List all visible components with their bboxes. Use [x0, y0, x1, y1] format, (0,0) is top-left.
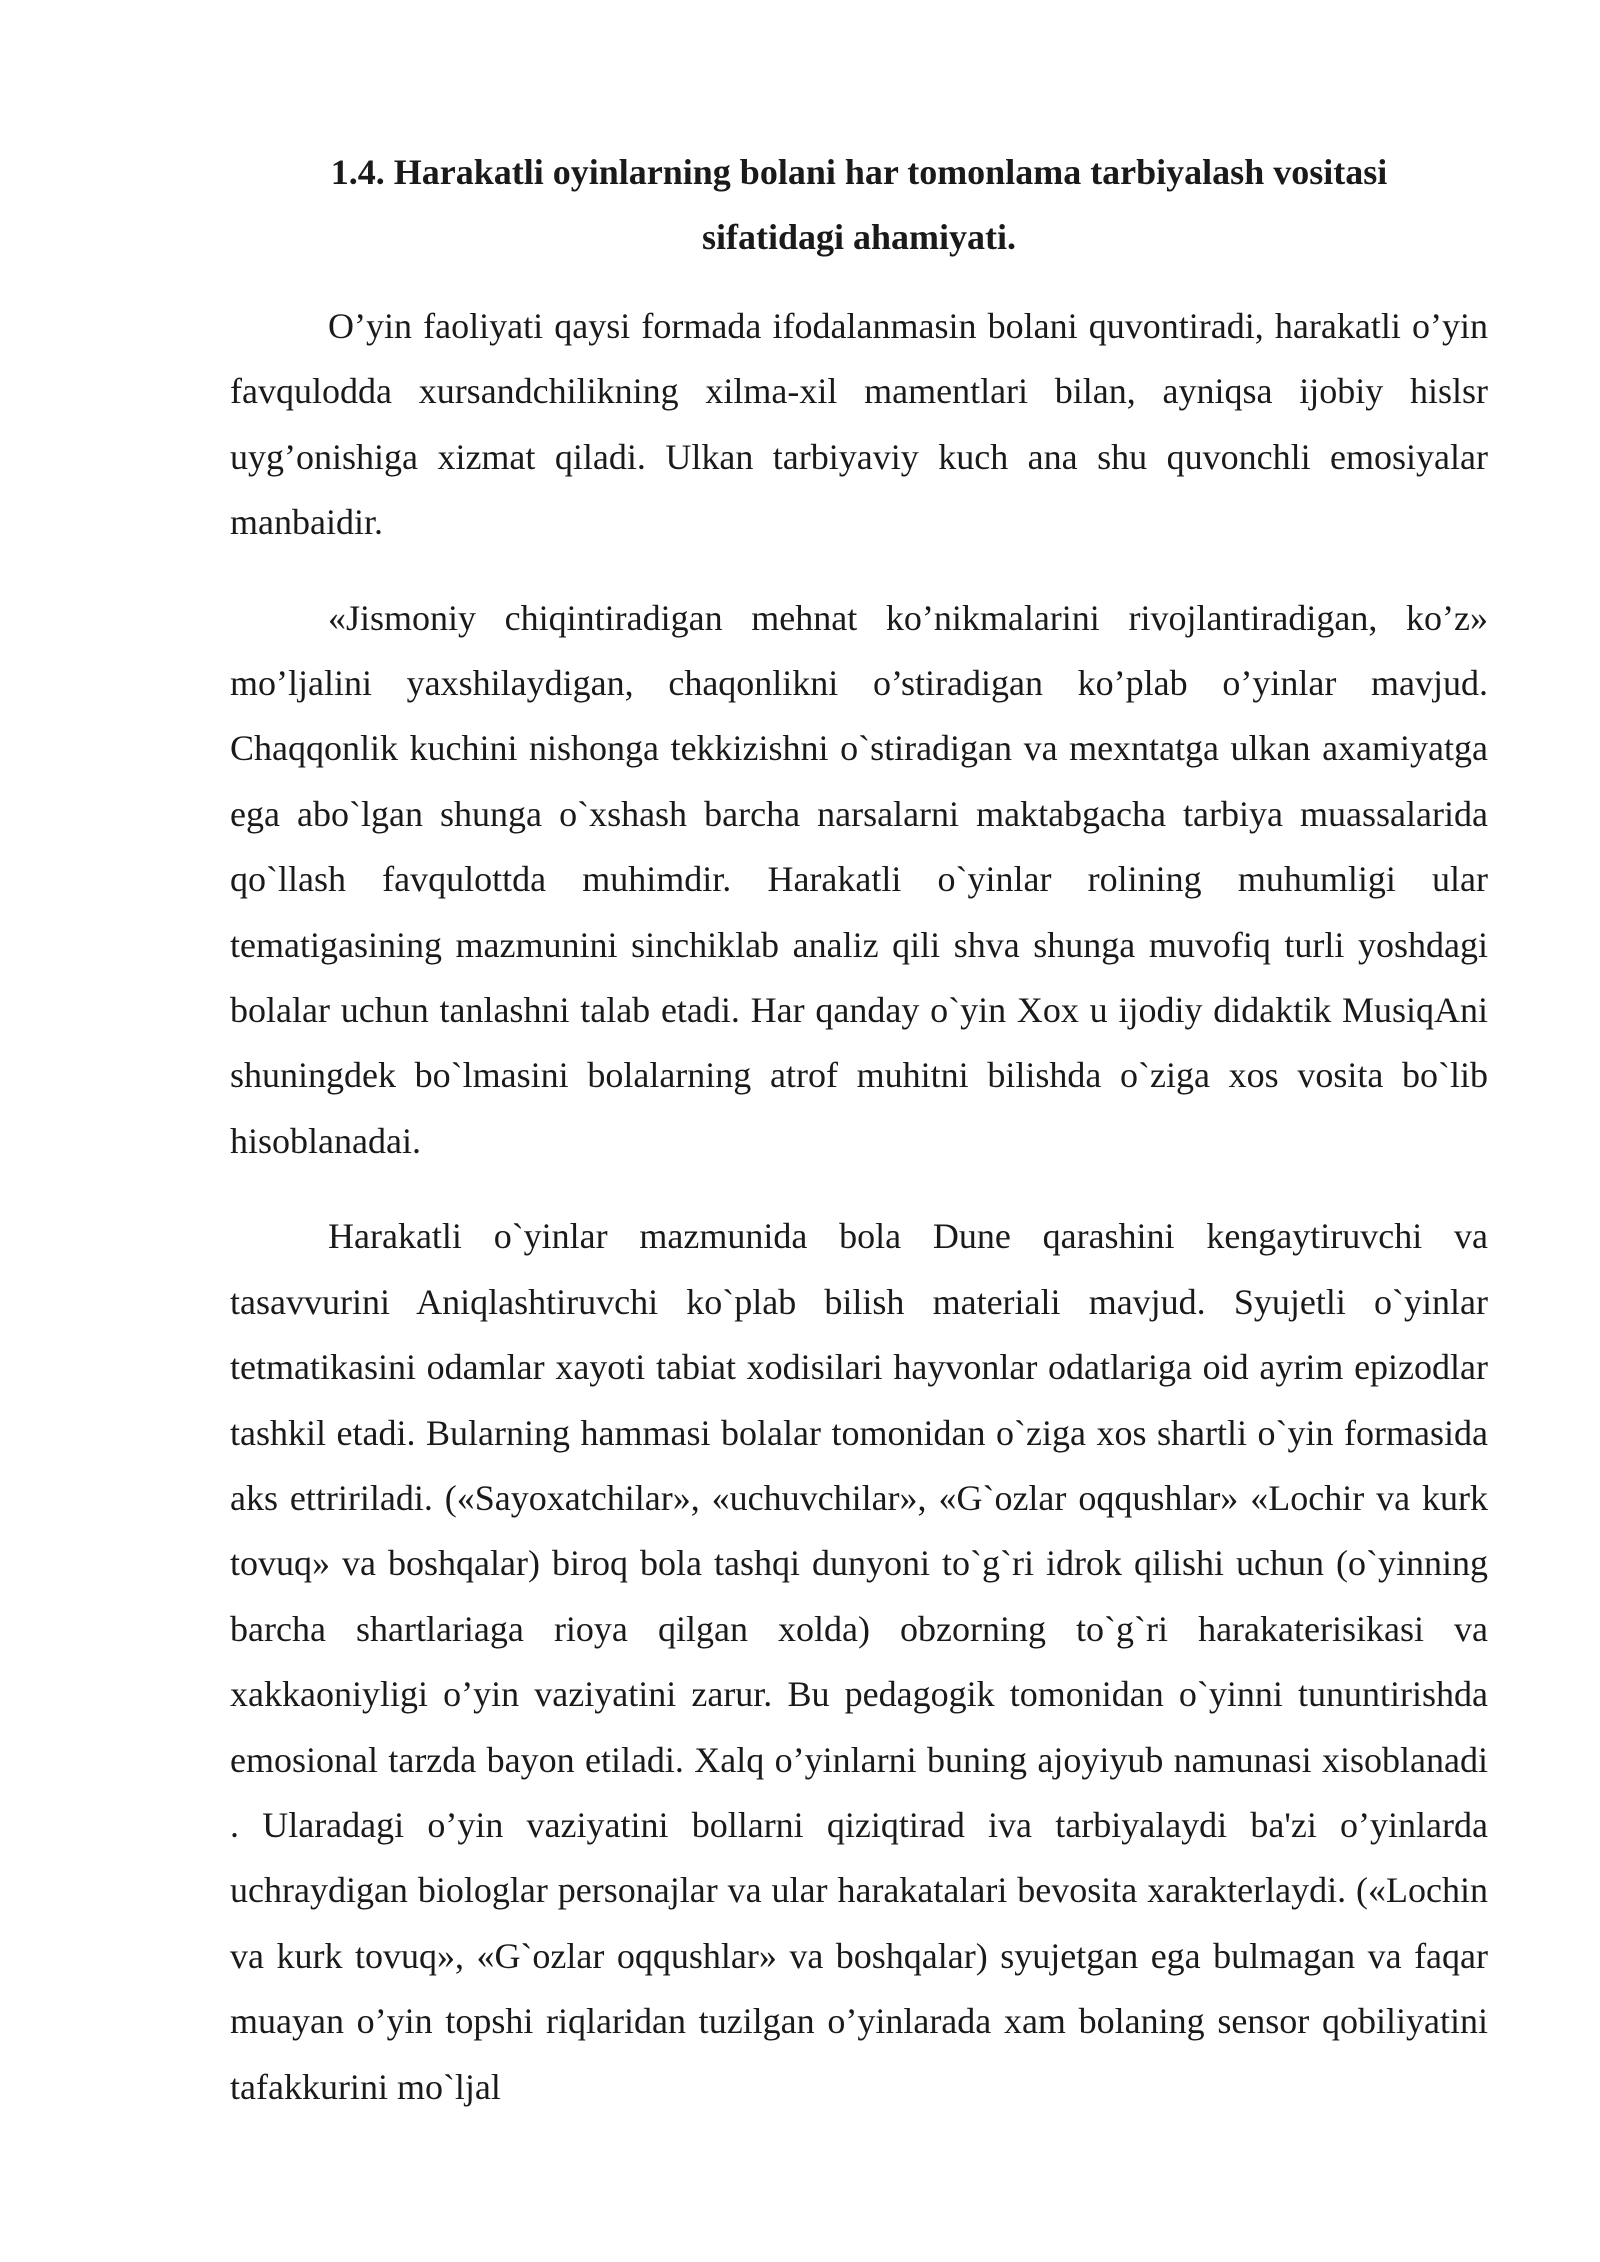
section-title-line-2: sifatidagi ahamiyati. — [701, 217, 1016, 257]
paragraph-3: Harakatli o`yinlar mazmunida bola Dune qarashini kengaytiruvchi va tasavvurini Aniqlashtiruvchi ko`plab bilish materiali mavjud. Syujetli o`yinlar tetmatikasini odamlar xayoti tabiat xodisilari hayvonlar odatlariga oid ayrim epizodlar tashkil etadi. Bularning hammasi bolalar tomonidan o`ziga xos shartli o`yin formasida aks ettririladi. («Sayoxatchilar», «uchuvchilar», «G`ozlar oqqushlar» «Lochir va kurk tovuq» va boshqalar) biroq bola tashqi dunyoni to`g`ri idrok qilishi uchun (o`yinning barcha shartlariaga rioya qilgan xolda) obzorning to`g`ri harakaterisikasi va xakkaoniyligi o’yin vaziyatini zarur. Bu pedagogik tomonidan o`yinni tununtirishda emosional tarzda bayon etiladi. Xalq o’yinlarni buning ajoyiyub namunasi xisoblanadi . Ularadagi o’yin vaziyatini bollarni qiziqtirad iva tarbiyalaydi ba'zi o’yinlarda uchraydigan biologlar personajlar va ular harakatalari bevosita xarakterlaydi. («Lochin va kurk tovuq», «G`ozlar oqqushlar» va boshqalar) syujetgan ega bulmagan va faqar muayan o’yin topshi riqlaridan tuzilgan o’yinlarada xam bolaning sensor qobiliyatini tafakkurini mo`ljal — [230, 1216, 1488, 2107]
paragraph-1: O’yin faoliyati qaysi formada ifodalanmasin bolani quvontiradi, harakatli o’yin favqulodda xursandchilikning xilma-xil mamentlari bilan, ayniqsa ijobiy hislsr uyg’onishiga xizmat qiladi. Ulkan tarbiyaviy kuch ana shu quvonchli emosiyalar manbaidir. — [230, 306, 1488, 543]
document-page — [230, 140, 1488, 2150]
section-title — [230, 140, 1488, 270]
paragraph-2: «Jismoniy chiqintiradigan mehnat ko’nikmalarini rivojlantiradigan, ko’z» mo’ljalini yaxshilaydigan, chaqonlikni o’stiradigan ko’plab o’yinlar mavjud. Chaqqonlik kuchini nishonga tekkizishni o`stiradigan va mexntatga ulkan axamiyatga ega abo`lgan shunga o`xshash barcha narsalarni maktabgacha tarbiya muassalarida qo`llash favqulottda muhimdir. Harakatli o`yinlar rolining muhumligi ular tematigasining mazmunini sinchiklab analiz qili shva shunga muvofiq turli yoshdagi bolalar uchun tanlashni talab etadi. Har qanday o`yin Xox u ijodiy didaktik MusiqAni shuningdek bo`lmasini bolalarning atrof muhitni bilishda o`ziga xos vosita bo`lib hisoblanadai. — [230, 597, 1488, 1161]
section-title-line-1: 1.4. Harakatli oyinlarning bolani har tomonlama tarbiyalash vositasi — [330, 152, 1388, 192]
